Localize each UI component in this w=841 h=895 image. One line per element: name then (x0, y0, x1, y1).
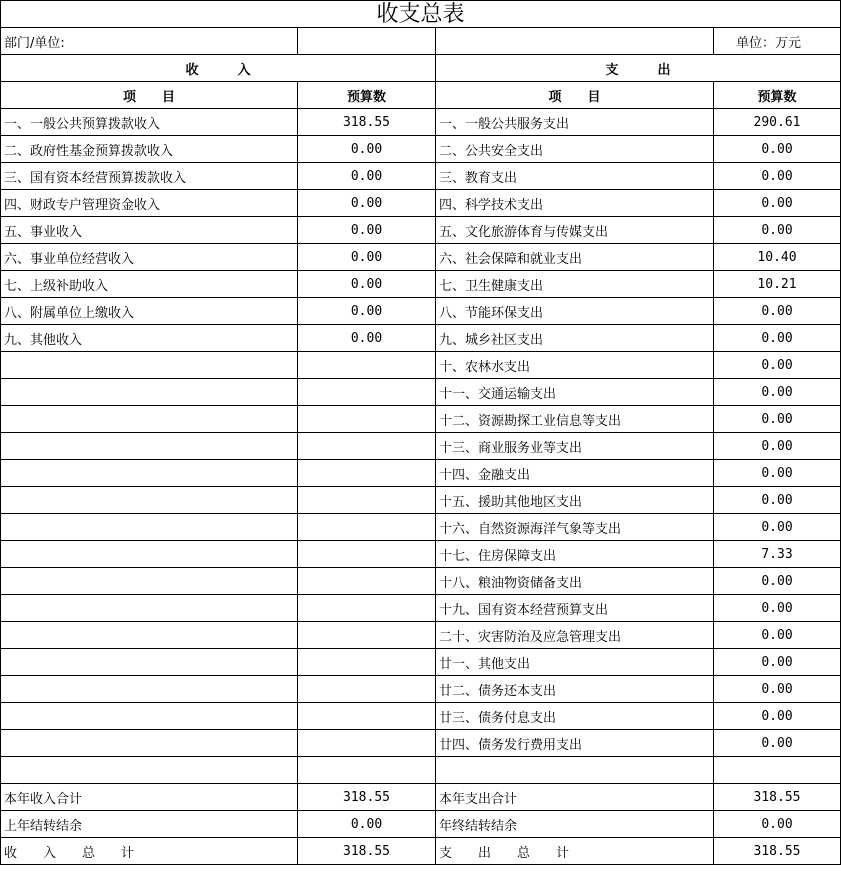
income-budget-cell (298, 541, 436, 568)
expense-item-cell: 十三、商业服务业等支出 (436, 433, 714, 460)
expense-item-cell: 支 出 总 计 (436, 838, 714, 865)
income-budget-cell: 0.00 (298, 811, 436, 838)
expense-budget-cell: 318.55 (714, 838, 841, 865)
expense-item-cell: 二、公共安全支出 (436, 136, 714, 163)
income-item-cell (1, 379, 298, 406)
income-item-cell (1, 352, 298, 379)
income-budget-cell (298, 568, 436, 595)
income-item-cell (1, 541, 298, 568)
income-budget-cell: 0.00 (298, 190, 436, 217)
expense-item-cell: 七、卫生健康支出 (436, 271, 714, 298)
expense-budget-cell: 0.00 (714, 163, 841, 190)
expense-item-cell: 九、城乡社区支出 (436, 325, 714, 352)
dept-label: 部门/单位: (1, 28, 298, 55)
expense-budget-cell: 0.00 (714, 136, 841, 163)
income-budget-cell (298, 514, 436, 541)
income-item-cell (1, 406, 298, 433)
income-budget-cell (298, 757, 436, 784)
expense-item-cell: 十四、金融支出 (436, 460, 714, 487)
income-budget-cell (298, 433, 436, 460)
table-row (1, 622, 841, 649)
expense-item-cell: 年终结转结余 (436, 811, 714, 838)
expense-item-header: 项 目 (436, 82, 714, 109)
expense-budget-cell: 0.00 (714, 811, 841, 838)
income-item-cell (1, 703, 298, 730)
income-budget-cell: 0.00 (298, 163, 436, 190)
expense-item-cell: 二十、灾害防治及应急管理支出 (436, 622, 714, 649)
table-row (1, 271, 841, 298)
summary-table (0, 27, 841, 865)
expense-budget-cell: 7.33 (714, 541, 841, 568)
income-budget-cell (298, 649, 436, 676)
income-item-cell: 八、附属单位上缴收入 (1, 298, 298, 325)
table-row (1, 217, 841, 244)
table-row (1, 433, 841, 460)
meta-row (1, 28, 841, 55)
income-budget-cell: 318.55 (298, 109, 436, 136)
income-budget-cell (298, 676, 436, 703)
table-row (1, 244, 841, 271)
income-budget-cell: 0.00 (298, 217, 436, 244)
expense-budget-cell: 0.00 (714, 487, 841, 514)
income-budget-cell (298, 460, 436, 487)
expense-item-cell: 六、社会保障和就业支出 (436, 244, 714, 271)
income-item-cell (1, 730, 298, 757)
income-budget-header: 预算数 (298, 82, 436, 109)
expense-item-cell: 一、一般公共服务支出 (436, 109, 714, 136)
expense-budget-cell: 0.00 (714, 595, 841, 622)
expense-budget-cell: 0.00 (714, 433, 841, 460)
page-title: 收支总表 (0, 0, 841, 28)
income-item-cell: 一、一般公共预算拨款收入 (1, 109, 298, 136)
expense-item-cell: 十九、国有资本经营预算支出 (436, 595, 714, 622)
expense-budget-cell: 0.00 (714, 325, 841, 352)
income-item-cell: 本年收入合计 (1, 784, 298, 811)
income-budget-cell: 0.00 (298, 271, 436, 298)
expense-budget-header: 预算数 (714, 82, 841, 109)
table-row (1, 676, 841, 703)
meta-blank-cell (436, 28, 714, 55)
expense-item-cell (436, 757, 714, 784)
table-row (1, 784, 841, 811)
income-budget-cell (298, 595, 436, 622)
expense-budget-cell: 0.00 (714, 703, 841, 730)
expense-budget-cell: 0.00 (714, 568, 841, 595)
income-item-cell (1, 595, 298, 622)
income-budget-cell: 0.00 (298, 298, 436, 325)
table-row (1, 190, 841, 217)
expense-budget-cell: 0.00 (714, 676, 841, 703)
table-row (1, 514, 841, 541)
expense-item-cell: 十二、资源勘探工业信息等支出 (436, 406, 714, 433)
income-item-cell (1, 649, 298, 676)
expense-budget-cell: 0.00 (714, 460, 841, 487)
expense-budget-cell: 0.00 (714, 352, 841, 379)
income-section-header: 收 入 (1, 55, 436, 82)
income-budget-cell (298, 703, 436, 730)
income-budget-cell (298, 622, 436, 649)
expense-budget-cell: 0.00 (714, 406, 841, 433)
expense-budget-cell: 0.00 (714, 649, 841, 676)
income-item-cell (1, 487, 298, 514)
expense-item-cell: 十八、粮油物资储备支出 (436, 568, 714, 595)
income-item-cell (1, 433, 298, 460)
income-budget-cell: 0.00 (298, 325, 436, 352)
income-budget-cell (298, 406, 436, 433)
table-row (1, 757, 841, 784)
income-item-cell: 六、事业单位经营收入 (1, 244, 298, 271)
expense-item-cell: 八、节能环保支出 (436, 298, 714, 325)
expense-budget-cell: 0.00 (714, 217, 841, 244)
expense-budget-cell (714, 757, 841, 784)
table-row (1, 649, 841, 676)
table-row (1, 487, 841, 514)
expense-budget-cell: 0.00 (714, 298, 841, 325)
income-budget-cell: 318.55 (298, 784, 436, 811)
expense-item-cell: 五、文化旅游体育与传媒支出 (436, 217, 714, 244)
expense-item-cell: 廿四、债务发行费用支出 (436, 730, 714, 757)
table-row (1, 541, 841, 568)
table-row (1, 298, 841, 325)
expense-budget-cell: 318.55 (714, 784, 841, 811)
income-item-cell: 九、其他收入 (1, 325, 298, 352)
expense-item-cell: 十、农林水支出 (436, 352, 714, 379)
expense-budget-cell: 0.00 (714, 379, 841, 406)
income-budget-cell: 0.00 (298, 244, 436, 271)
expense-item-cell: 三、教育支出 (436, 163, 714, 190)
income-item-cell (1, 568, 298, 595)
income-item-cell (1, 460, 298, 487)
income-item-cell (1, 514, 298, 541)
income-item-cell (1, 757, 298, 784)
section-header-row (1, 55, 841, 82)
dept-value-cell[interactable] (298, 28, 436, 55)
income-item-cell: 上年结转结余 (1, 811, 298, 838)
table-row (1, 136, 841, 163)
expense-budget-cell: 0.00 (714, 190, 841, 217)
expense-item-cell: 本年支出合计 (436, 784, 714, 811)
expense-item-cell: 十六、自然资源海洋气象等支出 (436, 514, 714, 541)
expense-section-header: 支 出 (436, 55, 841, 82)
income-item-cell: 五、事业收入 (1, 217, 298, 244)
table-row (1, 595, 841, 622)
expense-budget-cell: 10.21 (714, 271, 841, 298)
table-row (1, 325, 841, 352)
column-header-row (1, 82, 841, 109)
income-budget-cell: 0.00 (298, 136, 436, 163)
income-item-cell: 七、上级补助收入 (1, 271, 298, 298)
income-item-cell (1, 622, 298, 649)
table-row (1, 568, 841, 595)
income-item-cell: 收 入 总 计 (1, 838, 298, 865)
income-budget-cell (298, 730, 436, 757)
table-row (1, 460, 841, 487)
table-row (1, 811, 841, 838)
table-row (1, 109, 841, 136)
expense-budget-cell: 0.00 (714, 514, 841, 541)
table-row (1, 379, 841, 406)
table-row (1, 730, 841, 757)
income-item-cell: 二、政府性基金预算拨款收入 (1, 136, 298, 163)
unit-label: 单位：万元 (714, 28, 841, 55)
table-row (1, 838, 841, 865)
income-item-cell: 四、财政专户管理资金收入 (1, 190, 298, 217)
expense-item-cell: 四、科学技术支出 (436, 190, 714, 217)
table-row (1, 406, 841, 433)
expense-budget-cell: 0.00 (714, 730, 841, 757)
income-budget-cell (298, 487, 436, 514)
table-row (1, 352, 841, 379)
expense-item-cell: 廿二、债务还本支出 (436, 676, 714, 703)
table-row (1, 703, 841, 730)
expense-item-cell: 廿一、其他支出 (436, 649, 714, 676)
expense-item-cell: 十七、住房保障支出 (436, 541, 714, 568)
income-item-cell (1, 676, 298, 703)
expense-budget-cell: 10.40 (714, 244, 841, 271)
income-budget-cell: 318.55 (298, 838, 436, 865)
expense-item-cell: 廿三、债务付息支出 (436, 703, 714, 730)
income-item-header: 项 目 (1, 82, 298, 109)
expense-budget-cell: 290.61 (714, 109, 841, 136)
income-budget-cell (298, 379, 436, 406)
expense-item-cell: 十一、交通运输支出 (436, 379, 714, 406)
income-budget-cell (298, 352, 436, 379)
income-item-cell: 三、国有资本经营预算拨款收入 (1, 163, 298, 190)
expense-budget-cell: 0.00 (714, 622, 841, 649)
expense-item-cell: 十五、援助其他地区支出 (436, 487, 714, 514)
table-row (1, 163, 841, 190)
